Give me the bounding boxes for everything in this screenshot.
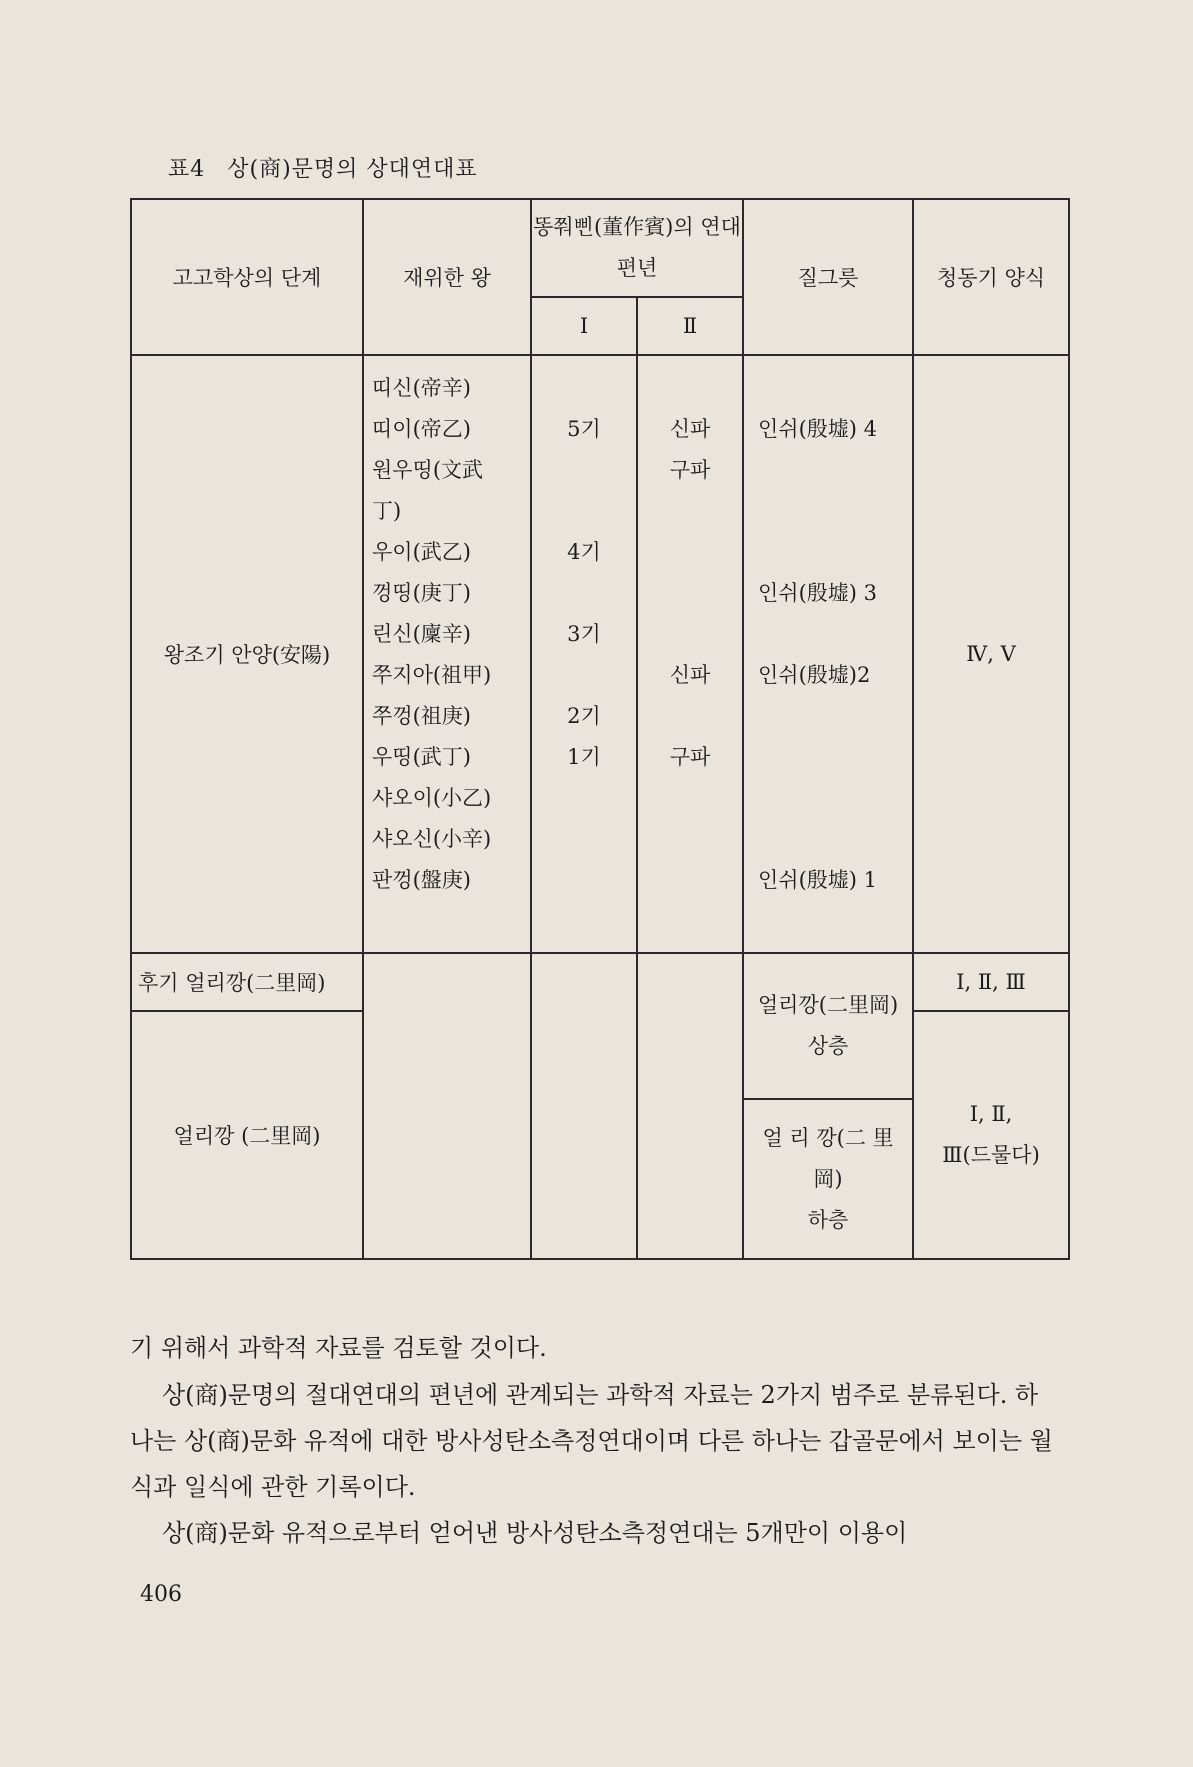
king: 쭈껑(祖庚) (372, 704, 471, 728)
school (638, 778, 742, 819)
school (638, 573, 742, 614)
erlitou-king-empty (363, 953, 531, 1259)
king: 띠이(帝乙) (372, 417, 471, 441)
anyang-pottery (743, 355, 913, 953)
king: 쭈지아(祖甲) (372, 663, 492, 687)
school (638, 532, 742, 573)
erlitou-chron-I-empty (531, 953, 637, 1259)
king: 샤오신(小辛) (372, 827, 492, 851)
anyang-chron-I (531, 355, 637, 953)
pottery-phase (758, 532, 912, 573)
period (532, 860, 636, 901)
period (532, 573, 636, 614)
king: 샤오이(小乙) (372, 786, 492, 810)
pottery-phase: 인쉬(殷墟)2 (758, 663, 871, 687)
pottery-phase (758, 450, 912, 491)
king: 껑띵(庚丁) (372, 581, 471, 605)
table-caption (168, 152, 478, 183)
anyang-kings (363, 355, 531, 953)
school (638, 614, 742, 655)
pottery-phase (758, 819, 912, 860)
period: 2기 (567, 704, 601, 728)
caption-title: 상(商)문명의 상대연대표 (227, 157, 478, 182)
anyang-bronze: Ⅳ, Ⅴ (913, 355, 1069, 953)
pottery-phase: 인쉬(殷墟) 3 (758, 581, 878, 605)
school (638, 368, 742, 409)
erlitou-chron-II-empty (637, 953, 743, 1259)
pottery-phase: 인쉬(殷墟) 1 (758, 868, 878, 892)
header-chronology: 똥쭤삔(董作賓)의 연대편년 (531, 199, 743, 297)
header-chron-II: Ⅱ (637, 297, 743, 355)
school: 구파 (669, 458, 711, 482)
period: 3기 (567, 622, 601, 646)
king: 원우띵(文武 (372, 458, 484, 482)
period: 5기 (567, 417, 601, 441)
anyang-stage: 왕조기 안양(安陽) (131, 355, 363, 953)
anyang-chron-II (637, 355, 743, 953)
period (532, 778, 636, 819)
pottery-phase: 인쉬(殷墟) 4 (758, 417, 878, 441)
lower-label: 岡) (813, 1166, 843, 1191)
period (532, 450, 636, 491)
relative-chronology-table (130, 198, 1070, 1260)
school: 구파 (669, 745, 711, 769)
king: 린신(廩辛) (372, 622, 471, 646)
period (532, 819, 636, 860)
period: 4기 (567, 540, 601, 564)
pottery-phase (758, 696, 912, 737)
school: 신파 (669, 663, 711, 687)
pottery-phase (758, 778, 912, 819)
erlitou-bronze (913, 1011, 1069, 1259)
period: 1기 (567, 745, 601, 769)
erlitou-lower-pottery (743, 1099, 913, 1259)
lower-label: 얼 리 깡(二 里 (762, 1125, 894, 1150)
header-king: 재위한 왕 (363, 199, 531, 355)
school (638, 696, 742, 737)
pottery-phase (758, 737, 912, 778)
pottery-phase (758, 614, 912, 655)
lower-layer: 하층 (807, 1207, 849, 1232)
header-pottery: 질그릇 (743, 199, 913, 355)
school (638, 819, 742, 860)
pottery-phase (758, 368, 912, 409)
upper-layer: 상층 (807, 1034, 849, 1058)
bronze-style: Ⅰ, Ⅱ, (969, 1102, 1013, 1126)
erlitou-stage: 얼리깡 (二里岡) (131, 1011, 363, 1259)
pottery-phase (758, 491, 912, 532)
upper-label: 얼리깡(二里岡) (757, 993, 899, 1017)
body-paragraph-3: 상(商)문화 유적으로부터 얻어낸 방사성탄소측정연대는 5개만이 이용이 (162, 1519, 908, 1547)
bronze-style: Ⅲ(드물다) (942, 1143, 1040, 1167)
period (532, 655, 636, 696)
page-number: 406 (140, 1582, 182, 1607)
school (638, 491, 742, 532)
caption-number: 표4 (168, 157, 206, 182)
header-stage: 고고학상의 단계 (131, 199, 363, 355)
body-paragraph-2: 상(商)문명의 절대연대의 편년에 관계되는 과학적 자료는 2가지 범주로 분류된다. 하나는 상(商)문화 유적에 대한 방사성탄소측정연대이며 다른 하나는 갑골문에서 보이는 월식과 일식에 관한 기록이다. (130, 1381, 1053, 1501)
late-erlitou-bronze: Ⅰ, Ⅱ, Ⅲ (913, 953, 1069, 1011)
header-chron-I: Ⅰ (531, 297, 637, 355)
erlitou-upper-pottery (743, 953, 913, 1099)
school: 신파 (669, 417, 711, 441)
king: 판껑(盤庚) (372, 868, 471, 892)
king: 우이(武乙) (372, 540, 471, 564)
king: 丁) (372, 499, 402, 523)
body-paragraph-1: 기 위해서 과학적 자료를 검토할 것이다. (130, 1334, 547, 1362)
king: 띠신(帝辛) (372, 376, 471, 400)
king: 우띵(武丁) (372, 745, 471, 769)
period (532, 491, 636, 532)
header-bronze: 청동기 양식 (913, 199, 1069, 355)
period (532, 368, 636, 409)
school (638, 860, 742, 901)
late-erlitou-stage: 후기 얼리깡(二里岡) (131, 953, 363, 1011)
